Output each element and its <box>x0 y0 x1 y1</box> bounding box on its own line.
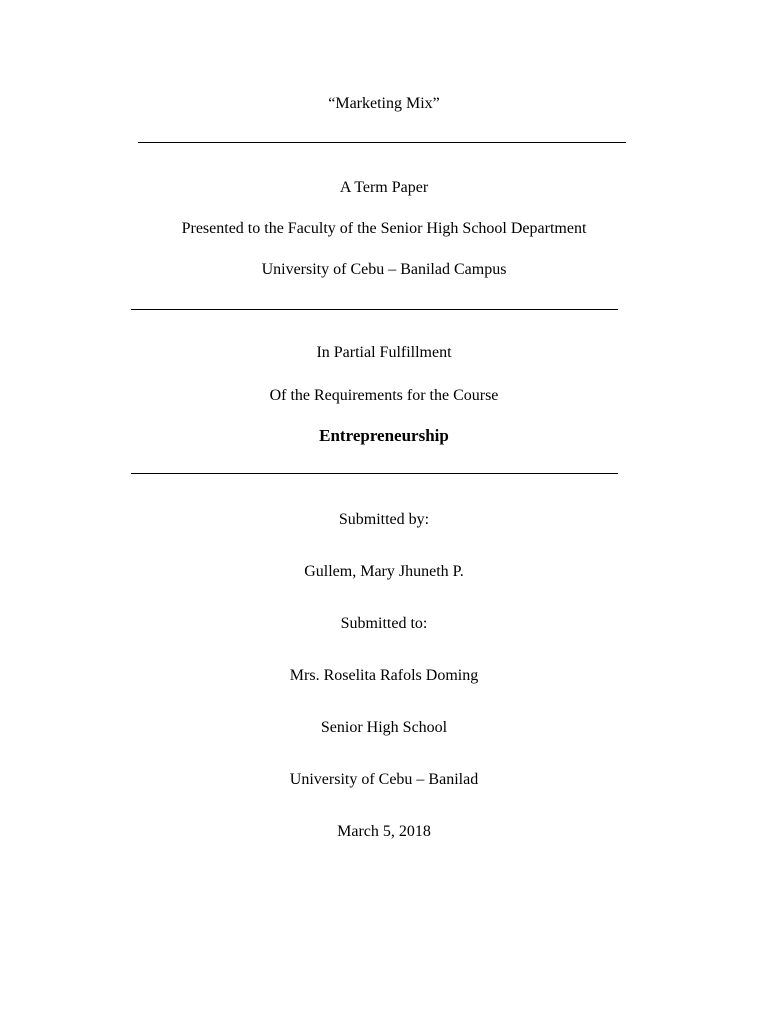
divider-line <box>138 142 626 143</box>
author-name: Gullem, Mary Jhuneth P. <box>304 563 464 580</box>
term-paper-label: A Term Paper <box>339 179 429 196</box>
partial-fulfillment-line: In Partial Fulfillment <box>316 344 452 361</box>
university-campus-line: University of Cebu – Banilad Campus <box>261 261 507 278</box>
submitted-by-label: Submitted by: <box>338 511 430 528</box>
submission-date: March 5, 2018 <box>337 823 431 840</box>
university-name: University of Cebu – Banilad <box>289 771 479 788</box>
course-name: Entrepreneurship <box>319 426 449 445</box>
submitted-to-label: Submitted to: <box>340 615 428 632</box>
requirements-line: Of the Requirements for the Course <box>269 387 499 404</box>
divider-line <box>131 473 618 474</box>
teacher-name: Mrs. Roselita Rafols Doming <box>289 667 479 684</box>
divider-line <box>131 309 618 310</box>
presented-to-line: Presented to the Faculty of the Senior High School Department <box>181 220 587 237</box>
paper-title: “Marketing Mix” <box>328 95 440 112</box>
department-name: Senior High School <box>320 719 448 736</box>
